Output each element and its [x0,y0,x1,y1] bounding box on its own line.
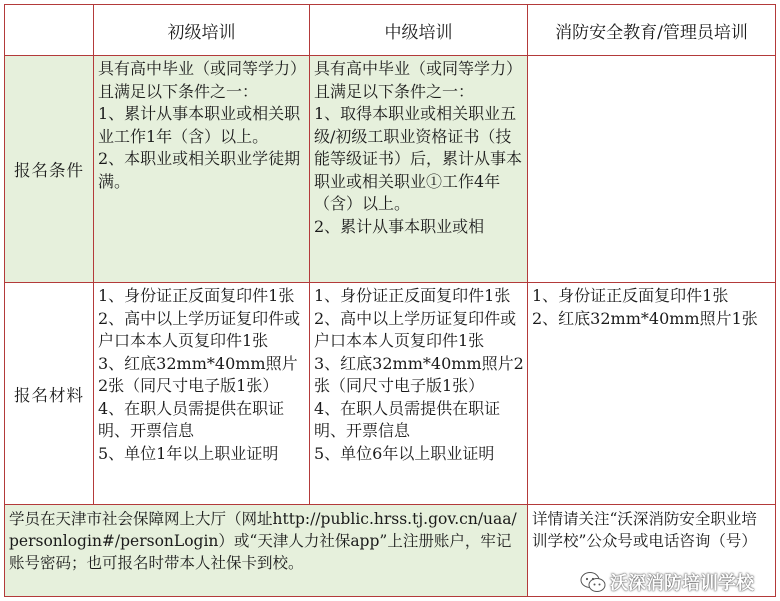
cell-materials-intermediate: 1、身份证正反面复印件1张 2、高中以上学历证复印件或户口本本人页复印件1张 3、红底32mm*40mm照片2张（同尺寸电子版1张） 4、在职人员需提供在职证明、开票信息 5、单位6年以上职业证明 [309,282,528,505]
cell-materials-fire-safety: 1、身份证正反面复印件1张 2、红底32mm*40mm照片1张 [527,282,776,505]
footer-contact-note: 详情请关注“沃深消防安全职业培训学校”公众号或电话咨询（号） [527,504,776,597]
header-fire-safety-training: 消防安全教育/管理员培训 [527,4,776,56]
row-label-materials: 报名材料 [4,282,94,505]
watermark-text: 沃深消防培训学校 [610,573,754,594]
cell-materials-primary: 1、身份证正反面复印件1张 2、高中以上学历证复印件或户口本本人页复印件1张 3、红底32mm*40mm照片2张（同尺寸电子版1张） 4、在职人员需提供在职证明、开票信息 5、单位1年以上职业证明 [93,282,310,505]
cell-conditions-fire-safety [527,55,776,283]
footer-registration-note: 学员在天津市社会保障网上大厅（网址http://public.hrss.tj.gov.cn/uaa/personlogin#/personLogin）或“天津人力社保app”上注册账户，牢记账号密码；也可报名时带本人社保卡到校。 [4,504,528,597]
header-intermediate-training: 中级培训 [309,4,528,56]
header-primary-training: 初级培训 [93,4,310,56]
row-label-conditions: 报名条件 [4,55,94,283]
cell-conditions-primary: 具有高中毕业（或同等学力）且满足以下条件之一： 1、累计从事本职业或相关职业工作1年（含）以上。 2、本职业或相关职业学徒期满。 [93,55,310,283]
training-requirements-table [4,4,776,597]
header-corner [4,4,94,56]
cell-conditions-intermediate: 具有高中毕业（或同等学力）且满足以下条件之一： 1、取得本职业或相关职业五级/初级工职业资格证书（技能等级证书）后，累计从事本职业或相关职业①工作4年（含）以上。 2、累计从事本职业或相 [309,55,528,283]
